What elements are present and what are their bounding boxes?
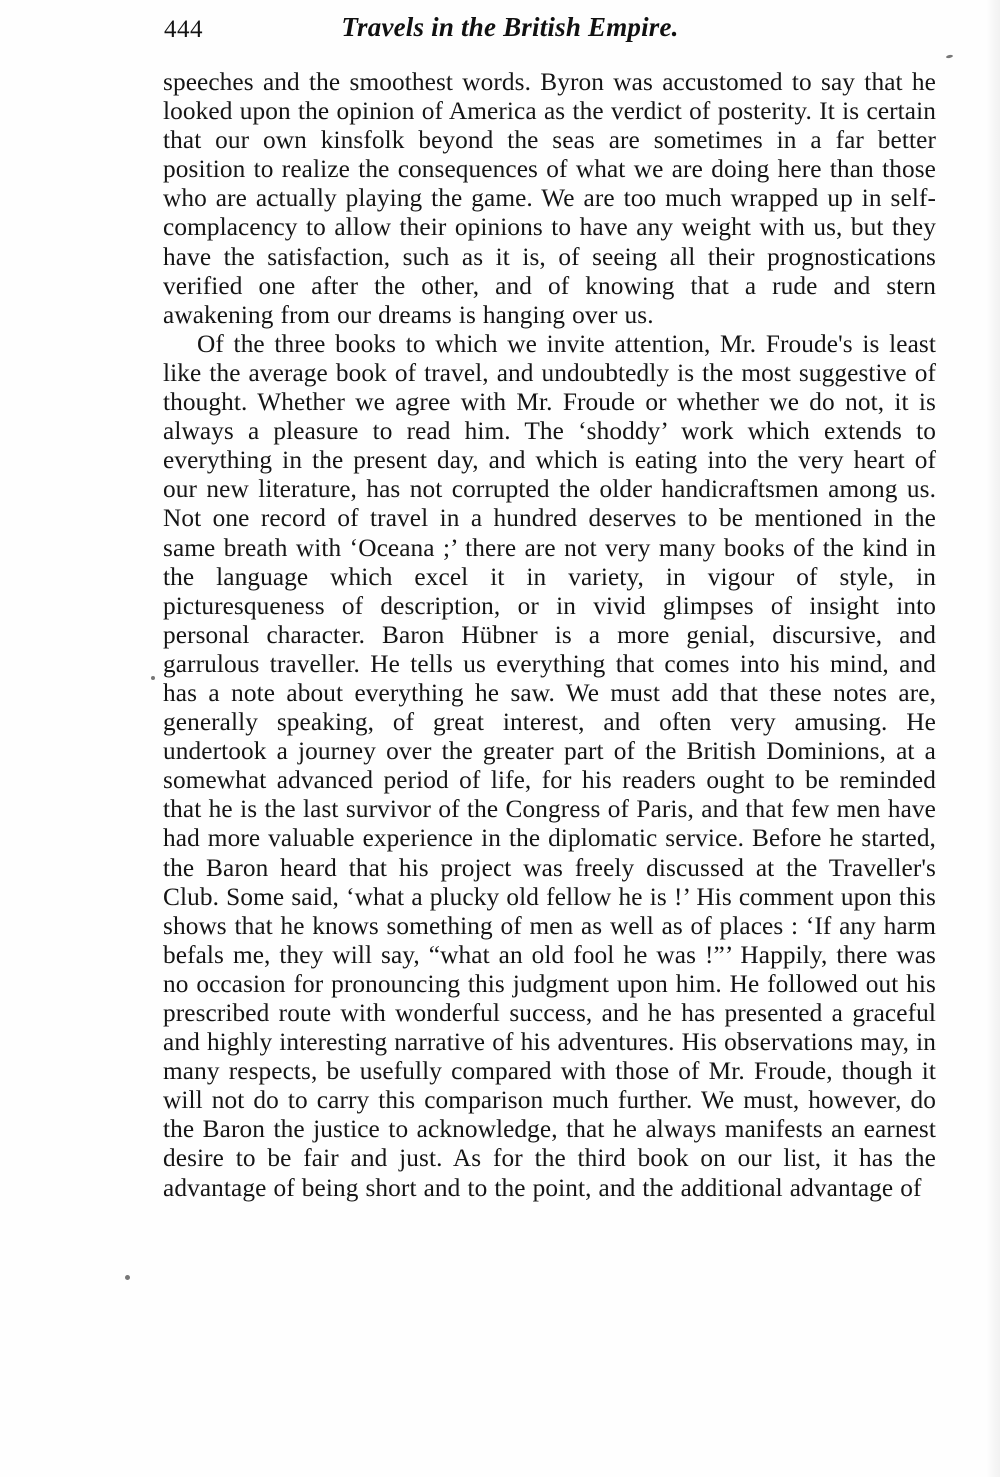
body-text-column — [163, 68, 936, 1203]
paragraph: speeches and the smoothest words. Byron was accustomed to say that he looked upon the opinion of America as the verdict of posterity. It is certain that our own kinsfolk beyond the seas are sometimes in a far better position to realize the consequences of what we are doing here than those who are actually playing the game. We are too much wrapped up in self-complacency to allow their opinions to have any weight with us, but they have the satisfaction, such as it is, of seeing all their prognostications verified one after the other, and of knowing that a rude and stern awakening from our dreams is hanging over us. — [163, 68, 936, 329]
page-edge-shadow — [986, 0, 1000, 1477]
page-header — [150, 12, 870, 52]
page-speck — [946, 54, 953, 58]
running-title: Travels in the British Empire. — [341, 12, 679, 42]
page-speck — [151, 676, 155, 680]
page-speck — [125, 1275, 130, 1280]
page-number: 444 — [164, 16, 203, 43]
paragraph: Of the three books to which we invite attention, Mr. Froude's is least like the average book of travel, and undoubtedly is the most suggestive of thought. Whether we agree with Mr. Froude or whether we do not, it is always a pleasure to read him. The ‘shoddy’ work which extends to everything in the present day, and which is eating into the very heart of our new literature, has not corrupted the older handicraftsmen among us. Not one record of travel in a hundred deserves to be mentioned in the same breath with ‘Oceana ;’ there are not very many books of the kind in the language which excel it in variety, in vigour of style, in picturesqueness of description, or in vivid glimpses of insight into personal character. Baron Hübner is a more genial, discursive, and garrulous traveller. He tells us everything that comes into his mind, and has a note about everything he saw. We must add that these notes are, generally speaking, of great interest, and often very amusing. He undertook a journey over the greater part of the British Dominions, at a somewhat advanced period of life, for his readers ought to be reminded that he is the last survivor of the Congress of Paris, and that few men have had more valuable experience in the diplomatic service. Before he started, the Baron heard that his project was freely discussed at the Traveller's Club. Some said, ‘what a plucky old fellow he is !’ His comment upon this shows that he knows something of men as well as of places : ‘If any harm befals me, they will say, “what an old fool he was !”’ Happily, there was no occasion for pronouncing this judgment upon him. He followed out his prescribed route with wonderful success, and he has presented a graceful and highly interesting narrative of his adventures. His observations may, in many respects, be usefully compared with those of Mr. Froude, though it will not do to carry this comparison much further. We must, however, do the Baron the justice to acknowledge, that he always manifests an earnest desire to be fair and just. As for the third book on our list, it has the advantage of being short and to the point, and the additional advantage of — [163, 329, 936, 1202]
